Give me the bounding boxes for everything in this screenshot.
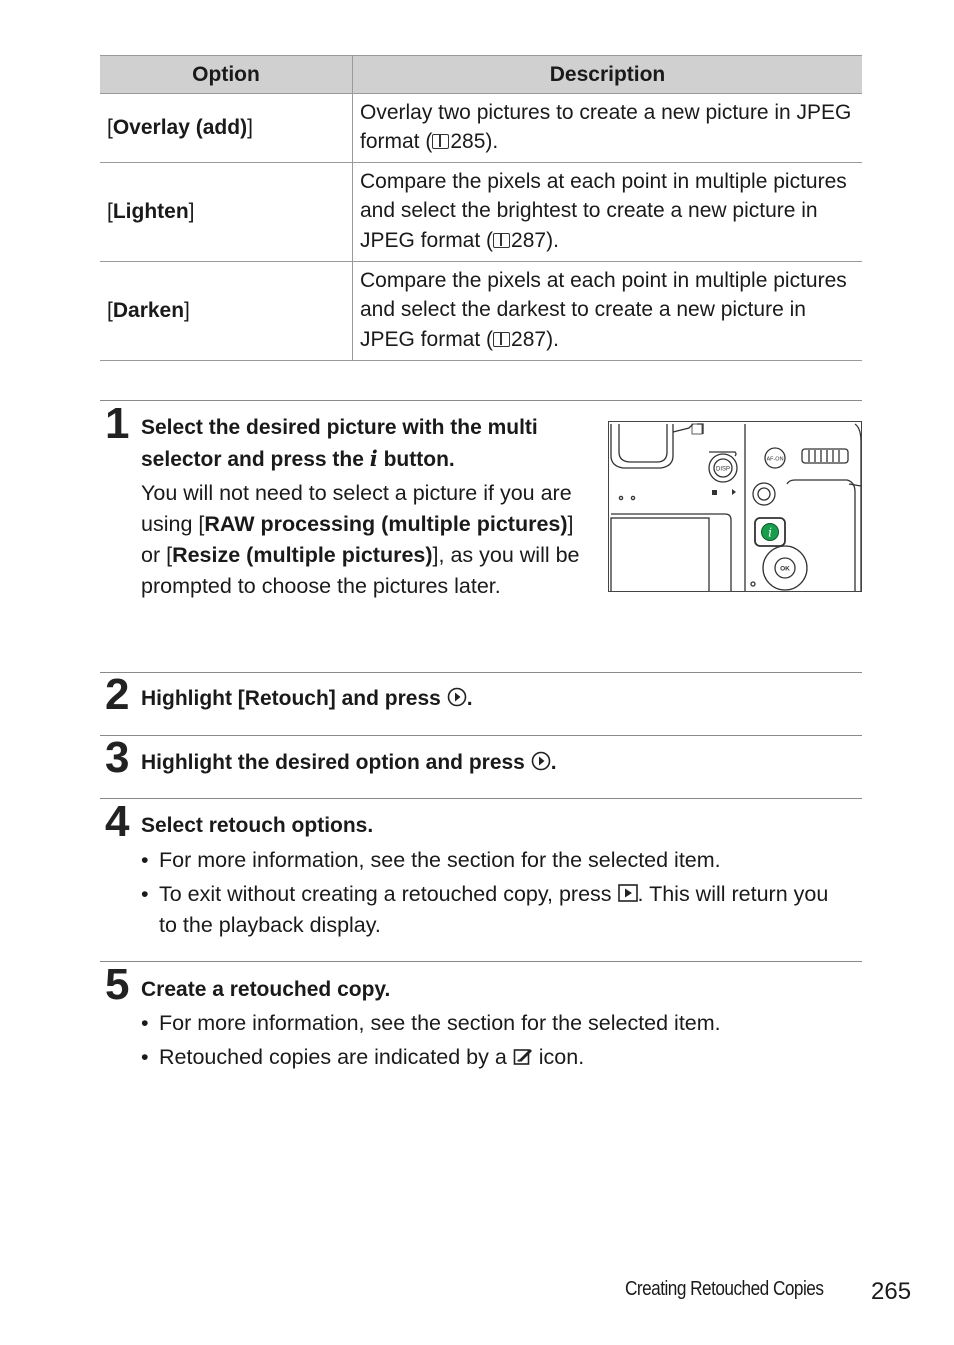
bullet-text-part: icon. <box>538 1045 585 1069</box>
step-number: 4 <box>105 797 130 846</box>
step-2 <box>100 672 862 735</box>
bracket: ] <box>247 116 253 140</box>
title-text: Highlight the desired option and press <box>141 751 525 774</box>
body-text: You will not need to select a picture if you are using [ <box>141 481 572 536</box>
book-icon <box>493 332 510 347</box>
bullet-text-part: . This will return you to the playback display. <box>159 882 829 937</box>
title-text: Highlight [Retouch] and press <box>141 687 441 710</box>
ok-label: OK <box>780 565 790 573</box>
bullet-text-part: Retouched copies are indicated by a <box>159 1045 507 1069</box>
description-cell <box>353 262 863 361</box>
step-5 <box>100 961 862 1082</box>
bracket: [ <box>107 299 113 323</box>
page-number: 265 <box>871 1278 912 1305</box>
bullet-dot: • <box>141 882 149 906</box>
i-button-label: i <box>768 525 772 540</box>
step-title: Create a retouched copy. <box>141 978 391 1001</box>
option-cell <box>100 94 353 163</box>
header-option: Option <box>100 56 353 94</box>
bracket: [ <box>107 200 113 224</box>
option-cell <box>100 163 353 262</box>
page-reference: 285 <box>450 130 486 153</box>
step-number: 2 <box>105 670 130 719</box>
bullet-dot: • <box>141 848 149 872</box>
book-icon <box>432 134 449 149</box>
description-text: Compare the pixels at each point in multiple pictures and select the darkest to create a new picture in JPEG format ( <box>360 268 847 351</box>
page-reference: 287 <box>511 327 547 351</box>
bullet-item <box>141 879 831 941</box>
table-header-row <box>100 56 862 94</box>
bullet-item <box>141 845 831 876</box>
section-title: Creating Retouched Copies <box>625 1278 824 1300</box>
bullet-dot: • <box>141 1011 149 1035</box>
description-text: Compare the pixels at each point in multiple pictures and select the brightest to create a new picture in JPEG format ( <box>360 169 847 252</box>
option-name: Overlay (add) <box>112 116 248 140</box>
title-text: . <box>466 687 473 710</box>
bullet-text-part: To exit without creating a retouched copy, press <box>159 882 612 906</box>
bullet-text: For more information, see the section for the selected item. <box>159 848 721 872</box>
title-text: . <box>550 751 557 774</box>
bullet-text <box>141 1042 831 1073</box>
page-reference: 287 <box>511 228 547 252</box>
multi-selector-right-icon <box>447 687 467 707</box>
options-table <box>100 55 862 361</box>
bullet-item <box>141 1008 831 1039</box>
table-row <box>100 94 862 163</box>
bracket: ] <box>188 200 195 224</box>
header-description: Description <box>353 56 863 94</box>
step-title <box>141 683 473 714</box>
bullet-text <box>141 879 831 941</box>
i-button-glyph: i <box>369 446 378 471</box>
retouch-icon <box>513 1046 533 1066</box>
step-title: Select retouch options. <box>141 814 374 837</box>
option-cell <box>100 262 353 361</box>
camera-back-illustration <box>608 421 862 592</box>
disp-label: DISP <box>715 466 731 473</box>
body-text: ], as you will be prompted to choose the pictures later. <box>141 543 580 598</box>
playback-button-icon <box>618 884 638 902</box>
table-row <box>100 262 862 361</box>
step-body <box>141 478 591 602</box>
menu-item-name: RAW processing (multiple pictures) <box>204 512 568 536</box>
table-row <box>100 163 862 262</box>
description-text: ). <box>546 228 559 252</box>
description-text: ). <box>546 327 559 351</box>
description-cell <box>353 163 863 262</box>
bullet-text: For more information, see the section for the selected item. <box>159 1011 721 1035</box>
camera-diagram <box>609 422 862 592</box>
step-title <box>141 747 557 778</box>
bracket: [ <box>107 116 113 140</box>
step-4 <box>100 798 862 961</box>
bullet-item <box>141 1042 831 1073</box>
description-text: Overlay two pictures to create a new picture in JPEG format ( <box>360 100 852 153</box>
step-title-line <box>141 443 538 475</box>
step-title-line: Select the desired picture with the multi <box>141 416 538 439</box>
afon-label: AF-ON <box>766 456 784 463</box>
option-name: Lighten <box>112 200 189 224</box>
step-3 <box>100 735 862 798</box>
step-number: 1 <box>105 399 130 448</box>
multi-selector-right-icon <box>531 751 551 771</box>
book-icon <box>493 233 510 248</box>
option-name: Darken <box>112 299 185 323</box>
menu-item-name: Resize (multiple pictures) <box>172 543 433 567</box>
title-text: selector and press the <box>141 448 364 471</box>
step-title <box>141 412 538 475</box>
bracket: ] <box>184 299 190 323</box>
title-text: button. <box>383 448 455 471</box>
bullet-dot: • <box>141 1045 149 1069</box>
step-number: 3 <box>105 733 130 782</box>
body-text: ] or [ <box>141 512 574 567</box>
description-cell <box>353 94 863 163</box>
step-number: 5 <box>105 960 130 1009</box>
description-text: ). <box>485 130 499 153</box>
